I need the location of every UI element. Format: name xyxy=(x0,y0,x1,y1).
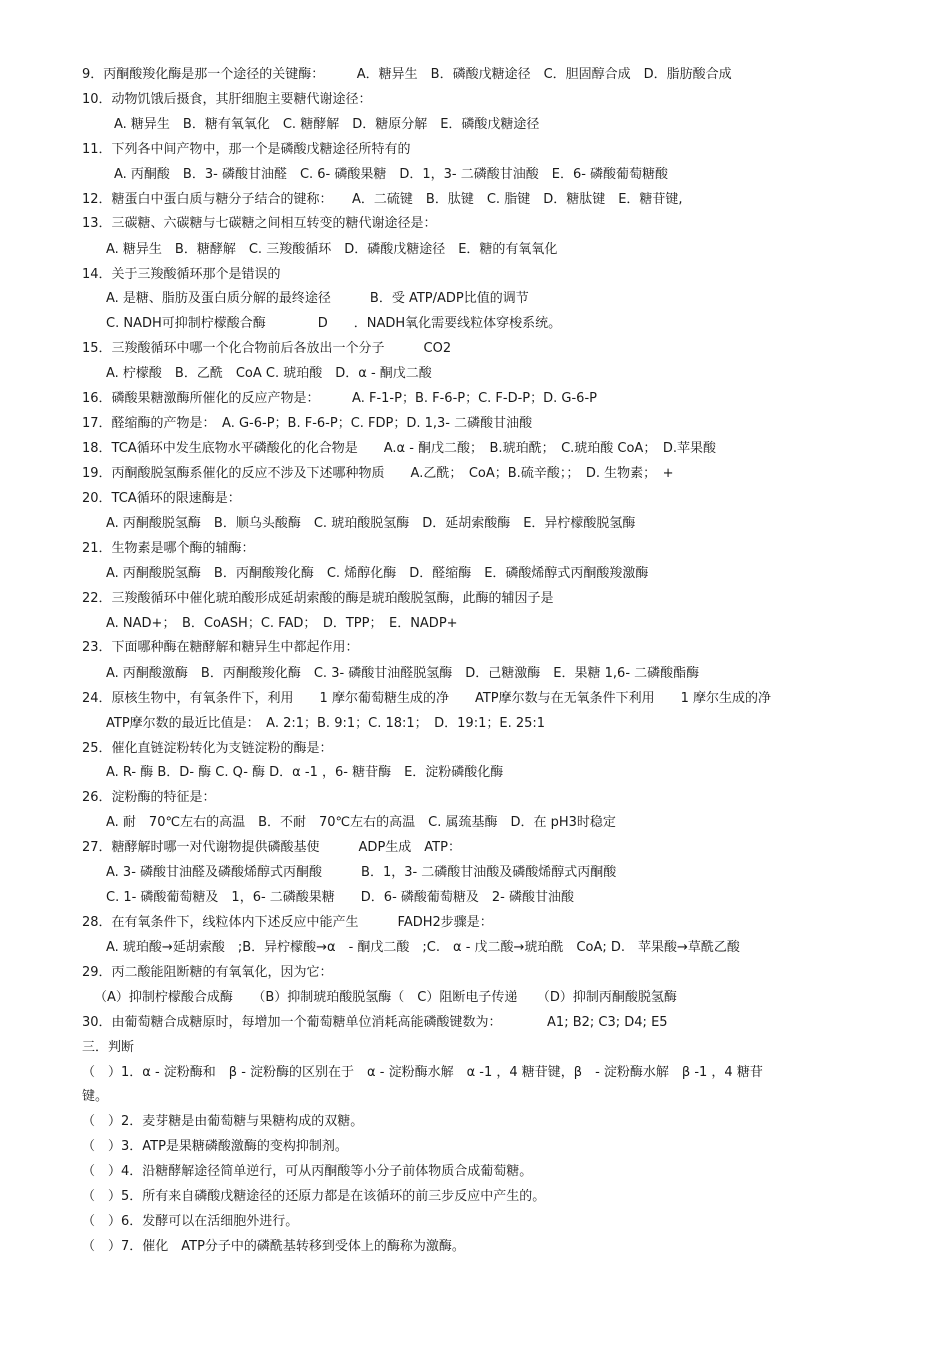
question-9: 9．丙酮酸羧化酶是那一个途径的关键酶： A．糖异生 B．磷酸戊糖途径 C．胆固醇合成 D．脂肪酸合成 xyxy=(82,67,732,82)
question-21-options: A. 丙酮酸脱氢酶 B．丙酮酸羧化酶 C. 烯醇化酶 D．醛缩酶 E．磷酸烯醇式丙酮酸羧激酶 xyxy=(106,566,649,581)
question-11-options: A. 丙酮酸 B．3- 磷酸甘油醛 C. 6- 磷酸果糖 D．1，3- 二磷酸甘油酸 E．6- 磷酸葡萄糖酸 xyxy=(114,167,669,182)
question-14-options-cd: C. NADH可抑制柠檬酸合酶 D ．NADH氧化需要线粒体穿梭系统。 xyxy=(106,316,562,331)
question-15: 15．三羧酸循环中哪一个化合物前后各放出一个分子 CO2 xyxy=(82,341,452,356)
question-21: 21．生物素是哪个酶的辅酶： xyxy=(82,541,255,556)
question-26: 26．淀粉酶的特征是： xyxy=(82,790,216,805)
question-26-options: A. 耐 70℃左右的高温 B．不耐 70℃左右的高温 C. 属巯基酶 D．在 pH3时稳定 xyxy=(106,815,616,830)
question-14: 14．关于三羧酸循环那个是错误的 xyxy=(82,267,281,282)
question-29-options: （A）抑制柠檬酸合成酶 （B）抑制琥珀酸脱氢酶（ C）阻断电子传递 （D）抑制丙酮酸脱氢酶 xyxy=(94,990,677,1005)
question-24-options: ATP摩尔数的最近比值是： A. 2:1；B. 9:1；C. 18:1； D．19:1；E. 25:1 xyxy=(106,716,546,731)
question-28-options: A. 琥珀酸→延胡索酸 ;B．异柠檬酸→α - 酮戊二酸 ;C. α - 戊二酸→琥珀酰 CoA; D. 苹果酸→草酰乙酸 xyxy=(106,940,740,955)
true-false-5: （ ）5．所有来自磷酸戊糖途径的还原力都是在该循环的前三步反应中产生的。 xyxy=(82,1189,546,1204)
question-16: 16．磷酸果糖激酶所催化的反应产物是： A. F-1-P；B. F-6-P；C. F-D-P；D. G-6-P xyxy=(82,391,597,406)
question-11: 11．下列各中间产物中，那一个是磷酸戊糖途径所特有的 xyxy=(82,142,411,157)
true-false-7: （ ）7．催化 ATP分子中的磷酰基转移到受体上的酶称为激酶。 xyxy=(82,1239,465,1254)
question-25: 25．催化直链淀粉转化为支链淀粉的酶是： xyxy=(82,741,333,756)
true-false-6: （ ）6．发酵可以在活细胞外进行。 xyxy=(82,1214,299,1229)
question-27-options-cd: C. 1- 磷酸葡萄糖及 1，6- 二磷酸果糖 D．6- 磷酸葡萄糖及 2- 磷酸甘油酸 xyxy=(106,890,575,905)
true-false-1: （ ）1．α - 淀粉酶和 β - 淀粉酶的区别在于 α - 淀粉酶水解 α -1 ，4 糖苷键，β - 淀粉酶水解 β -1 ，4 糖苷 xyxy=(82,1065,763,1080)
question-17: 17．醛缩酶的产物是： A. G-6-P；B. F-6-P；C. FDP；D. 1,3- 二磷酸甘油酸 xyxy=(82,416,533,431)
question-20: 20．TCA循环的限速酶是： xyxy=(82,491,241,506)
question-25-options: A. R- 酶 B．D- 酶 C. Q- 酶 D．α -1 ，6- 糖苷酶 E．淀粉磷酸化酶 xyxy=(106,765,504,780)
true-false-4: （ ）4．沿糖酵解途径简单逆行，可从丙酮酸等小分子前体物质合成葡萄糖。 xyxy=(82,1164,533,1179)
question-10-options: A. 糖异生 B．糖有氧氧化 C. 糖酵解 D．糖原分解 E．磷酸戊糖途径 xyxy=(114,117,540,132)
true-false-2: （ ）2．麦芽糖是由葡萄糖与果糖构成的双糖。 xyxy=(82,1114,364,1129)
question-20-options: A. 丙酮酸脱氢酶 B．顺乌头酸酶 C. 琥珀酸脱氢酶 D．延胡索酸酶 E．异柠檬酸脱氢酶 xyxy=(106,516,636,531)
question-27: 27．糖酵解时哪一对代谢物提供磷酸基使 ADP生成 ATP： xyxy=(82,840,461,855)
question-24: 24．原核生物中，有氧条件下，利用 1 摩尔葡萄糖生成的净 ATP摩尔数与在无氧条件下利用 1 摩尔生成的净 xyxy=(82,691,772,706)
question-10: 10．动物饥饿后摄食，其肝细胞主要糖代谢途径： xyxy=(82,92,372,107)
question-28: 28．在有氧条件下，线粒体内下述反应中能产生 FADH2步骤是： xyxy=(82,915,493,930)
question-14-options-ab: A. 是糖、脂肪及蛋白质分解的最终途径 B．受 ATP/ADP比值的调节 xyxy=(106,291,529,306)
question-30: 30．由葡萄糖合成糖原时，每增加一个葡萄糖单位消耗高能磷酸键数为： A1; B2; C3; D4; E5 xyxy=(82,1015,668,1030)
question-15-options: A. 柠檬酸 B．乙酰 CoA C. 琥珀酸 D．α - 酮戊二酸 xyxy=(106,366,432,381)
question-22-options: A. NAD+； B．CoASH；C. FAD； D．TPP； E．NADP+ xyxy=(106,616,458,631)
question-22: 22．三羧酸循环中催化琥珀酸形成延胡索酸的酶是琥珀酸脱氢酶，此酶的辅因子是 xyxy=(82,591,554,606)
question-23: 23．下面哪种酶在糖酵解和糖异生中都起作用： xyxy=(82,640,359,655)
question-29: 29．丙二酸能阻断糖的有氧氧化，因为它： xyxy=(82,965,333,980)
true-false-1-continued: 键。 xyxy=(82,1089,109,1104)
question-19: 19．丙酮酸脱氢酶系催化的反应不涉及下述哪种物质 A.乙酰； CoA；B.硫辛酸；； D. 生物素； + xyxy=(82,466,674,481)
question-13: 13．三碳糖、六碳糖与七碳糖之间相互转变的糖代谢途径是： xyxy=(82,216,437,231)
section-heading-judgment: 三．判断 xyxy=(82,1040,135,1055)
true-false-3: （ ）3．ATP是果糖磷酸激酶的变构抑制剂。 xyxy=(82,1139,348,1154)
question-13-options: A. 糖异生 B．糖酵解 C. 三羧酸循环 D．磷酸戊糖途径 E．糖的有氧氧化 xyxy=(106,242,558,257)
question-12: 12．糖蛋白中蛋白质与糖分子结合的键称： A．二硫键 B．肽键 C. 脂键 D．糖肽键 E．糖苷键, xyxy=(82,192,683,207)
question-23-options: A. 丙酮酸激酶 B．丙酮酸羧化酶 C. 3- 磷酸甘油醛脱氢酶 D．己糖激酶 E．果糖 1,6- 二磷酸酯酶 xyxy=(106,666,700,681)
question-18: 18．TCA循环中发生底物水平磷酸化的化合物是 A.α - 酮戊二酸； B.琥珀酰； C.琥珀酸 CoA； D.苹果酸 xyxy=(82,441,716,456)
question-27-options-ab: A. 3- 磷酸甘油醛及磷酸烯醇式丙酮酸 B．1，3- 二磷酸甘油酸及磷酸烯醇式丙酮酸 xyxy=(106,865,617,880)
